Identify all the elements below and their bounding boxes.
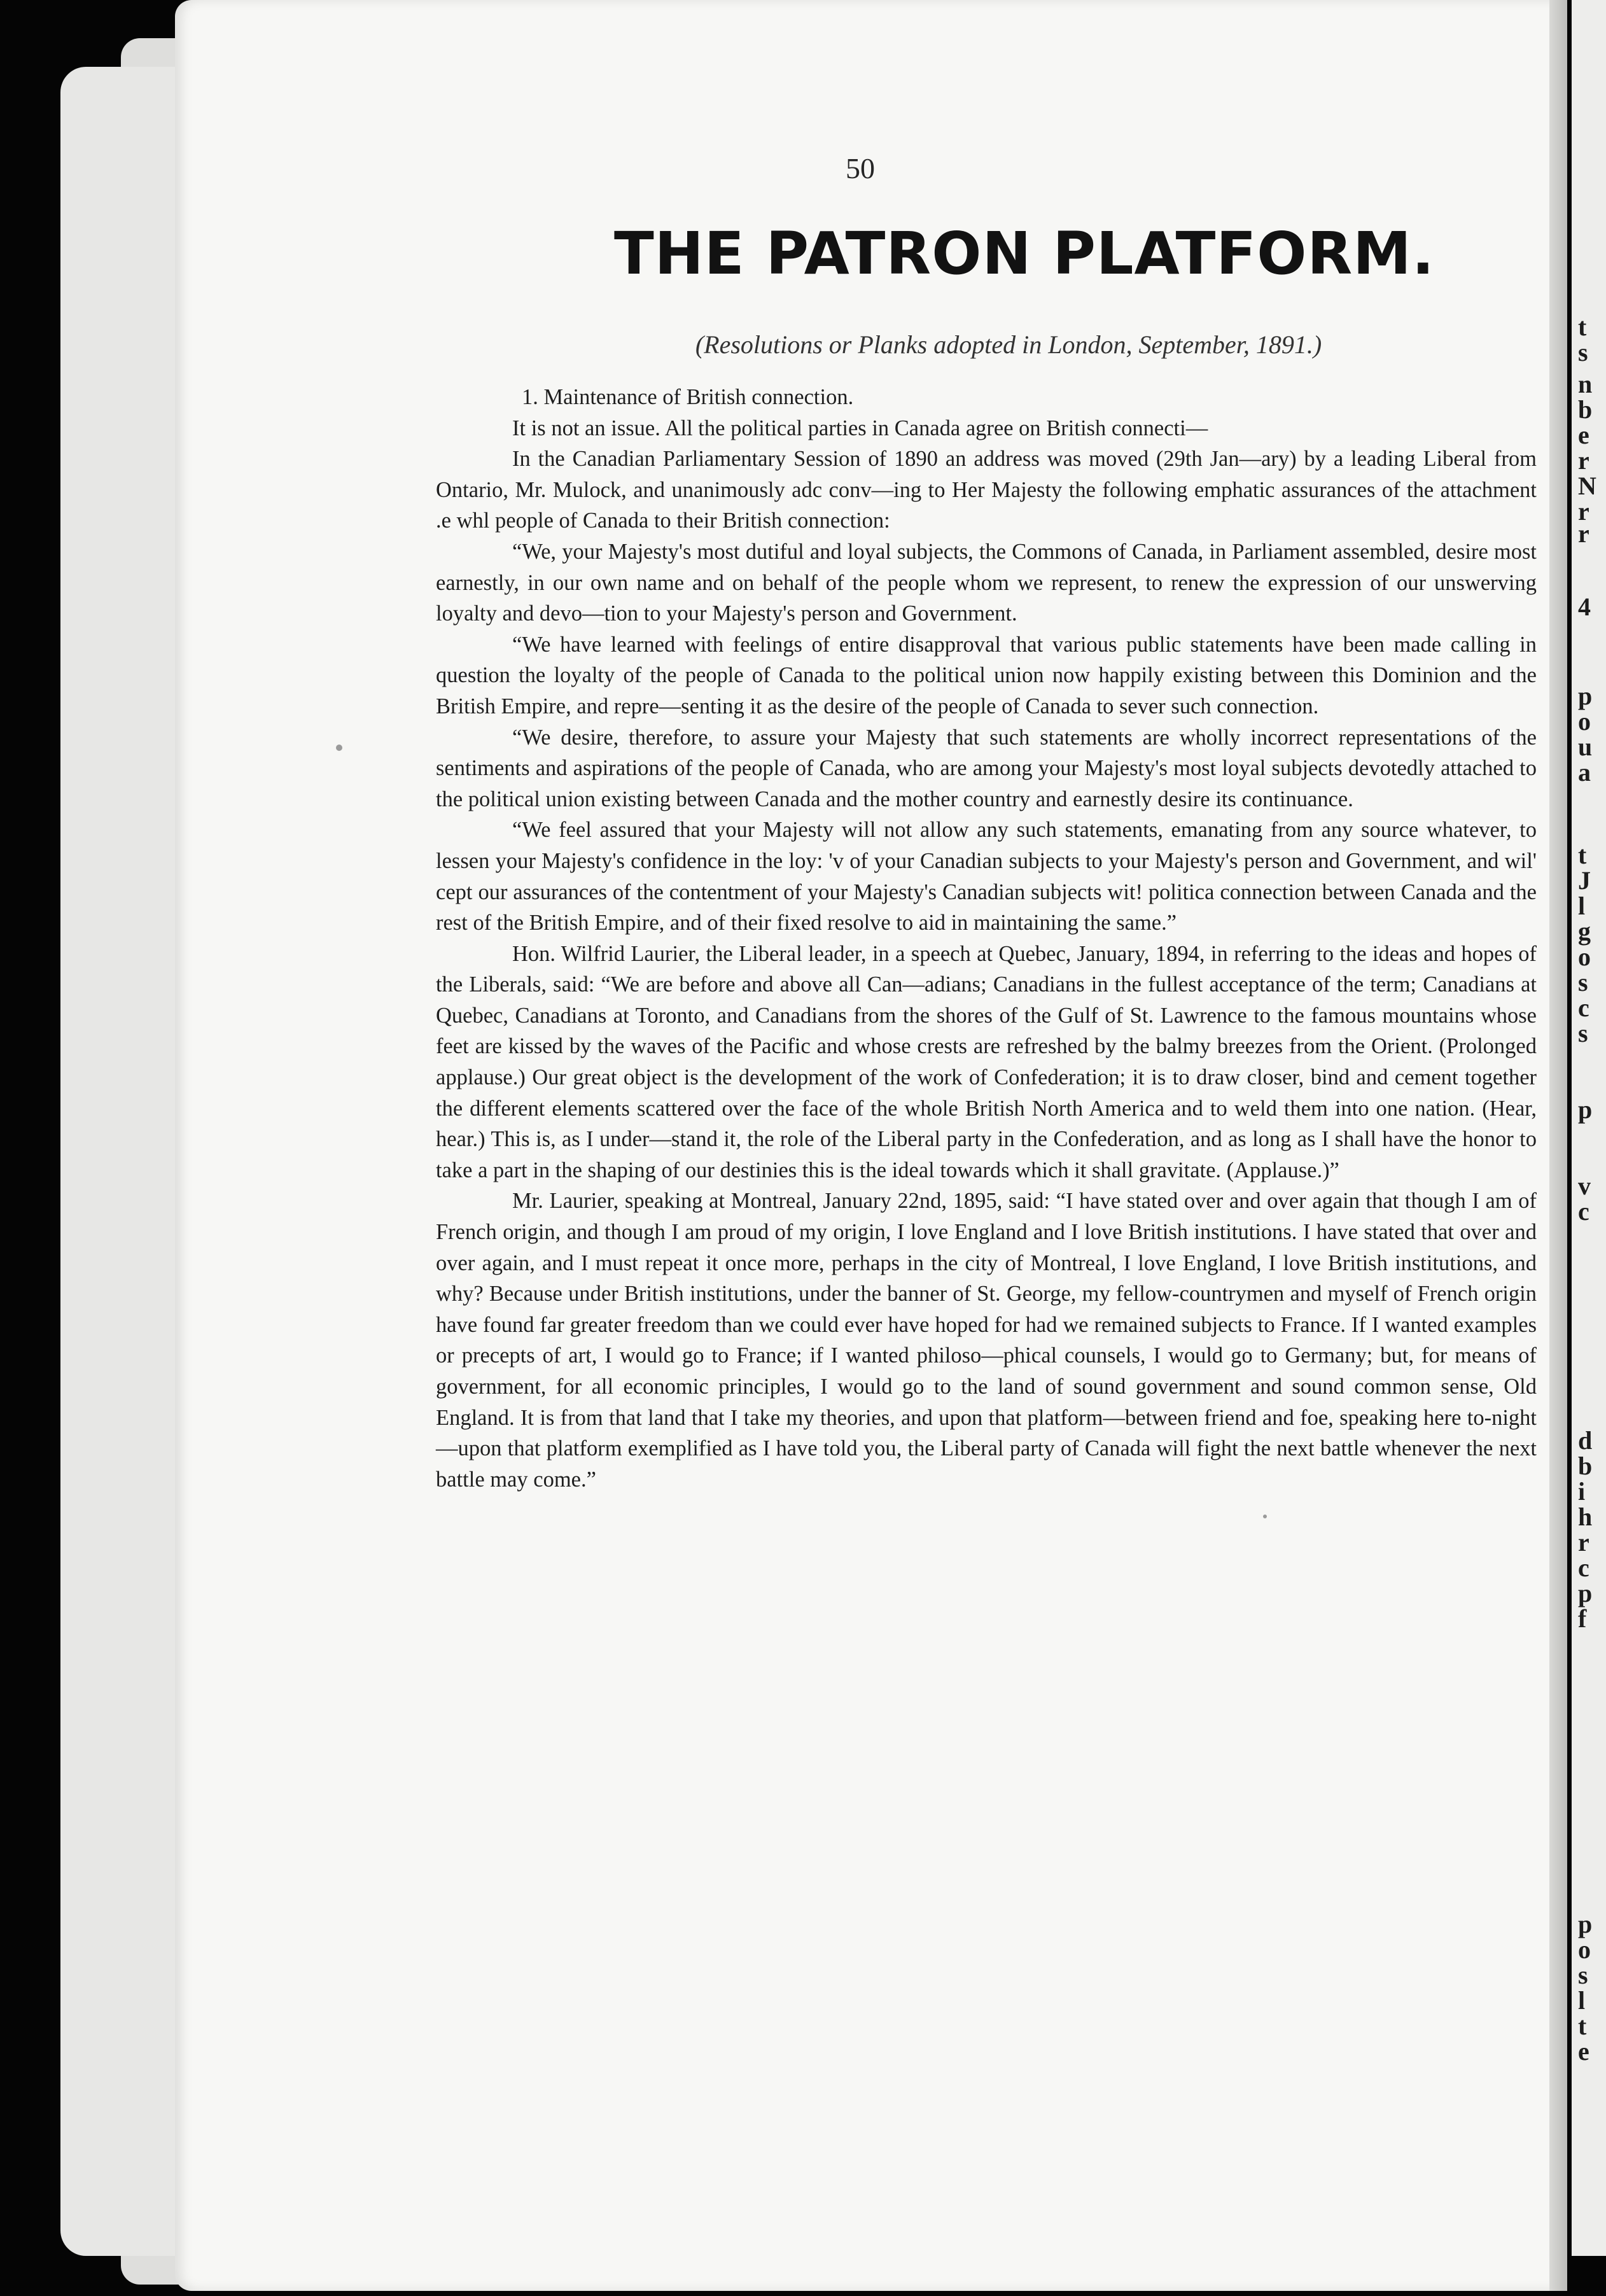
facing-page-letter: N: [1578, 472, 1596, 500]
facing-page-letter: c: [1578, 993, 1589, 1022]
body-paragraph: “We feel assured that your Majesty will not allow any such statements, emanating from any source whatever, to lessen your Majesty's confidence in the loy: 'v of your Canadian subjects to your Majesty's person and Government, and wil' cept our assurances of the contentment of your Majesty's Canadian subjects wit! politica connection between Canada and the rest of the British Empire, and of their fixed resolve to aid in maintaining the same.”: [436, 818, 1537, 935]
body-paragraph: Hon. Wilfrid Laurier, the Liberal leader, in a speech at Quebec, January, 1894, in referring to the ideas and hopes of the Liberals, said: “We are before and above all Can—adians; Canadians in the fullest acceptance of the term; Canadians at Quebec, Canadians at Toronto, and Canadians from the shores of the Gulf of St. Lawrence to the famous mountains whose feet are kissed by the waves of the Pacific and whose crests are refreshed by the balmy breezes from the Orient. (Prolonged applause.) Our great object is the development of the work of Confederation; it is to draw closer, bind and cement together the different elements scattered over the face of the whole British North America and to weld them into one nation. (Hear, hear.) This is, as I under—stand it, the role of the Liberal party in the Confederation, and as long as I shall have the honor to take a part in the shaping of our destinies this is the ideal towards which it shall gravitate. (Applause.)”: [436, 941, 1537, 1182]
facing-page-letter: t: [1578, 841, 1587, 869]
facing-page-letter: r: [1578, 497, 1589, 526]
body-paragraph: Mr. Laurier, speaking at Montreal, January 22nd, 1895, said: “I have stated over and over again that though I am of French origin, and though I am proud of my origin, I love England and I love British institutions. I have stated that over and over again, and I must repeat it once more, perhaps in the city of Montreal, I love England, I love British institutions, and why? Because under British institutions, under the banner of St. George, my fellow-countrymen and myself of French origin have found far greater freedom than we could ever have hoped for had we remained subjects to France. If I wanted examples or precepts of art, I would go to France; if I wanted philoso—phical counsels, I would go to Germany; but, for means of government, for all economic principles, I would go to the land of sound government and sound common sense, Old England. It is from that land that I take my theories, and upon that platform—between friend and foe, speaking here to-night—upon that platform exemplified as I have told you, the Liberal party of Canada will fight the next battle whenever the next battle may come.”: [436, 1189, 1537, 1492]
facing-page-letter: v: [1578, 1172, 1591, 1200]
facing-page-letter: b: [1578, 1452, 1593, 1480]
list-item-heading: 1. Maintenance of British connection.: [522, 385, 854, 409]
facing-page-letter: e: [1578, 2037, 1589, 2066]
page-title: THE PATRON PLATFORM.: [614, 220, 1435, 288]
facing-page-letter: g: [1578, 917, 1591, 946]
facing-page-letter: f: [1578, 1604, 1587, 1633]
facing-page-letter: 4: [1578, 592, 1591, 621]
body-paragraph: “We have learned with feelings of entire disapproval that various public statements have been made calling in question the loyalty of the people of Canada to the political union now happily existing between this Dominion and the British Empire, and repre—senting it as the desire of the people of Canada to sever such connection.: [436, 632, 1537, 718]
facing-page-letter: b: [1578, 395, 1593, 424]
facing-page-letter: s: [1578, 968, 1588, 997]
facing-page-letter: c: [1578, 1197, 1589, 1226]
scan-speck: [336, 745, 342, 751]
scan-speck: [1263, 1515, 1267, 1518]
facing-page-letter: t: [1578, 312, 1587, 341]
facing-page-letter: r: [1578, 519, 1589, 548]
body-paragraph: In the Canadian Parliamentary Session of 1890 an address was moved (29th Jan—ary) by a leading Liberal from Ontario, Mr. Mulock, and unanimously adc conv—ing to Her Majesty the following emphatic assurances of the attachment .e whl people of Canada to their British connection:: [436, 447, 1537, 533]
facing-page-letter: t: [1578, 2012, 1587, 2040]
facing-page-letter: e: [1578, 421, 1589, 449]
facing-page-letter: c: [1578, 1553, 1589, 1582]
page-subtitle: (Resolutions or Planks adopted in London, September, 1891.): [695, 330, 1322, 359]
facing-page-letter: p: [1578, 682, 1593, 710]
facing-page-letter: r: [1578, 1528, 1589, 1557]
facing-page-letter: l: [1578, 1986, 1586, 2015]
facing-page-letter: i: [1578, 1477, 1586, 1506]
body-paragraph: “We desire, therefore, to assure your Majesty that such statements are wholly incorrect representations of the sentiments and aspirations of the people of Canada, who are among your Majesty's most loyal subjects devotedly attached to the political union existing between Canada and the mother country and earnestly desire its continuance.: [436, 725, 1537, 811]
facing-page-letter: s: [1578, 338, 1588, 367]
document-body: [436, 382, 1537, 1495]
facing-page-letter: s: [1578, 1019, 1588, 1047]
facing-page-letter: n: [1578, 370, 1593, 398]
page-gutter: [1549, 0, 1567, 2291]
facing-page-letter: h: [1578, 1502, 1593, 1531]
facing-page-fragment: [1572, 0, 1606, 2256]
facing-page-letter: r: [1578, 446, 1589, 475]
body-paragraph: It is not an issue. All the political parties in Canada agree on British connecti—: [512, 416, 1208, 440]
facing-page-letter: p: [1578, 1579, 1593, 1607]
facing-page-letter: J: [1578, 866, 1591, 895]
facing-page-letter: o: [1578, 707, 1591, 736]
body-paragraph: “We, your Majesty's most dutiful and loyal subjects, the Commons of Canada, in Parliament assembled, desire most earnestly, in our own name and on behalf of the people whom we represent, to renew the expression of our unswerving loyalty and devo—tion to your Majesty's person and Government.: [436, 539, 1537, 626]
facing-page-letter: d: [1578, 1426, 1593, 1455]
page-number: 50: [846, 152, 875, 185]
facing-page-letter: u: [1578, 732, 1593, 761]
facing-page-letter: l: [1578, 892, 1586, 920]
facing-page-letter: s: [1578, 1961, 1588, 1989]
facing-page-letter: o: [1578, 1935, 1591, 1964]
facing-page-letter: p: [1578, 1095, 1593, 1124]
facing-page-letter: a: [1578, 758, 1591, 787]
facing-page-letter: p: [1578, 1910, 1593, 1938]
facing-page-letter: o: [1578, 942, 1591, 971]
